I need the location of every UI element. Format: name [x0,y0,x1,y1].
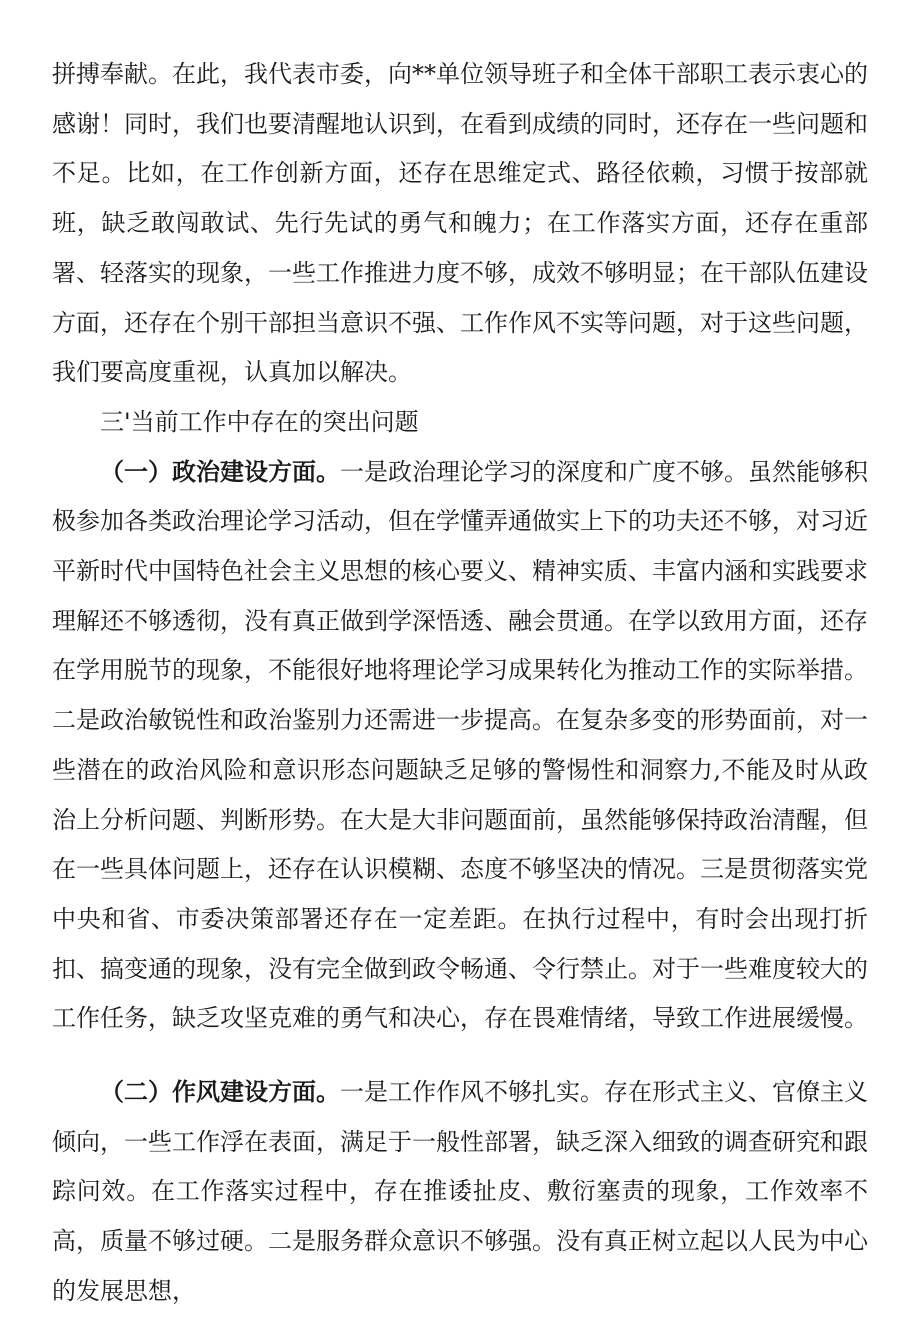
subsection-body-political: 一是政治理论学习的深度和广度不够。虽然能够积极参加各类政治理论学习活动，但在学懂弄通做实上下的功夫还不够，对习近平新时代中国特色社会主义思想的核心要义、精神实质、丰富内涵和实践要求理解还不够透彻，没有真正做到学深悟透、融会贯通。在学以致用方面，还存在学用脱节的现象，不能很好地将理论学习成果转化为推动工作的实际举措。二是政治敏锐性和政治鉴别力还需进一步提高。在复杂多变的形势面前，对一些潜在的政治风险和意识形态问题缺乏足够的警惕性和洞察力,不能及时从政治上分析问题、判断形势。在大是大非问题面前，虽然能够保持政治清醒，但在一些具体问题上，还存在认识模糊、态度不够坚决的情况。三是贯彻落实党中央和省、市委决策部署还存在一定差距。在执行过程中，有时会出现打折扣、搞变通的现象，没有完全做到政令畅通、令行禁止。对于一些难度较大的工作任务，缺乏攻坚克难的勇气和决心，存在畏难情绪，导致工作进展缓慢。 [52,457,868,1033]
subsection-title-style: （二）作风建设方面。 [100,1078,340,1107]
section-heading: 三'当前工作中存在的突出问题 [100,407,419,436]
paragraph-political-construction [52,448,868,1044]
subsection-body-style: 一是工作作风不够扎实。存在形式主义、官僚主义倾向，一些工作浮在表面，满足于一般性部署，缺乏深入细致的调查研究和跟踪问效。在工作落实过程中，存在推诿扯皮、敷衍塞责的现象，工作效率不高，质量不够过硬。二是服务群众意识不够强。没有真正树立起以人民为中心的发展思想， [52,1078,868,1305]
paragraph-work-style [52,1068,868,1317]
paragraph-continuation: 拼搏奉献。在此，我代表市委，向**单位领导班子和全体干部职工表示衷心的感谢！同时，我们也要清醒地认识到，在看到成绩的同时，还存在一些问题和不足。比如，在工作创新方面，还存在思维定式、路径依赖，习惯于按部就班，缺乏敢闯敢试、先行先试的勇气和魄力；在工作落实方面，还存在重部署、轻落实的现象，一些工作推进力度不够，成效不够明显；在干部队伍建设方面，还存在个别干部担当意识不强、工作作风不实等问题，对于这些问题，我们要高度重视，认真加以解决。 [52,60,868,387]
subsection-title-political: （一）政治建设方面。 [100,457,340,486]
